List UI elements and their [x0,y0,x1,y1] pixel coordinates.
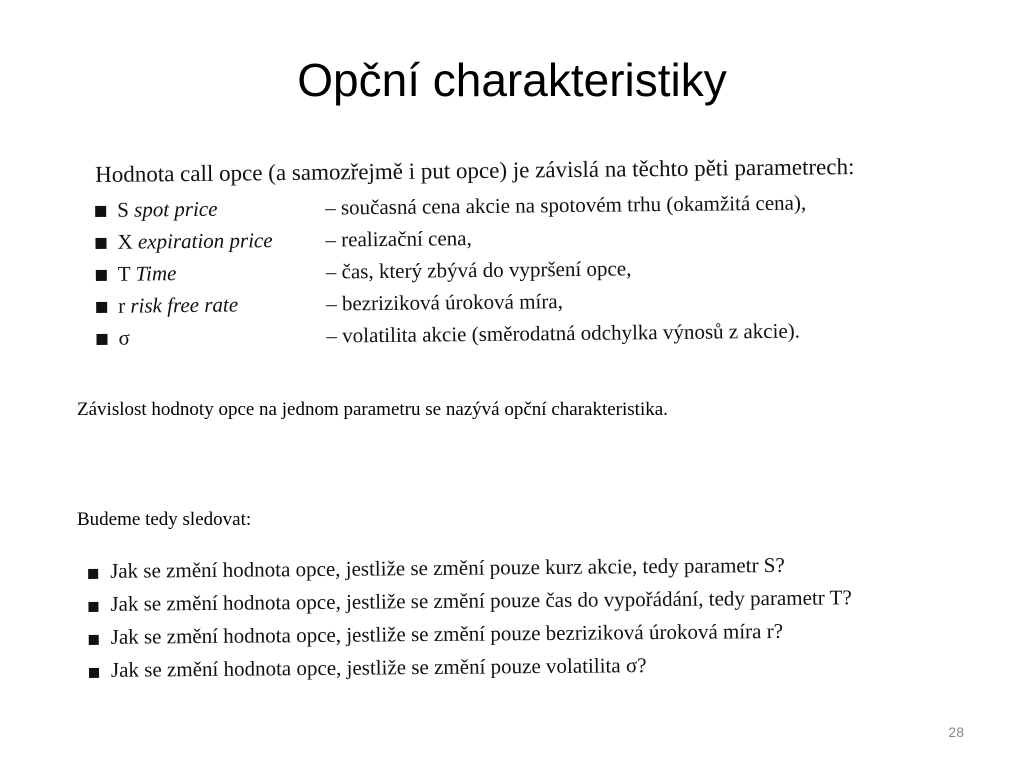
square-bullet-icon [88,602,98,612]
parameter-symbol: X [117,229,133,254]
intro-text: Hodnota call opce (a samozřejmě i put opce) je závislá na těchto pěti parametrech: [95,154,855,187]
square-bullet-icon [89,668,99,678]
question-text: Jak se změní hodnota opce, jestliže se změní pouze bezriziková úroková míra r? [110,618,784,649]
parameter-symbol: T [117,261,131,286]
definition-paragraph: Závislost hodnoty opce na jednom parametru se nazývá opční charakteristika. [77,399,668,420]
square-bullet-icon [96,334,107,345]
parameter-description: – realizační cena, [325,226,472,252]
parameter-description: – současná cena akcie na spotovém trhu (okamžitá cena), [325,190,807,220]
square-bullet-icon [88,569,98,579]
parameter-description: – bezriziková úroková míra, [326,289,564,316]
parameter-label [118,323,130,353]
parameter-list [95,187,897,355]
question-text: Jak se změní hodnota opce, jestliže se změní pouze volatilita σ? [110,653,647,682]
parameter-name: Time [135,261,177,286]
parameter-name: expiration price [137,228,273,254]
parameter-label [117,225,272,257]
page-number: 28 [948,724,964,740]
followup-paragraph: Budeme tedy sledovat: [77,509,252,530]
parameter-label [118,290,238,321]
square-bullet-icon [89,635,99,645]
parameter-symbol: S [117,197,129,222]
square-bullet-icon [96,302,107,313]
question-text: Jak se změní hodnota opce, jestliže se změní pouze kurz akcie, tedy parametr S? [110,552,785,583]
question-list [88,548,989,688]
parameter-name: risk free rate [130,292,239,318]
question-item [89,647,989,688]
parameter-description: – volatilita akcie (směrodatná odchylka výnosů z akcie). [326,318,801,348]
parameter-description: – čas, který zbývá do vypršení opce, [325,256,632,284]
parameter-label [118,258,177,289]
slide-title: Opční charakteristiky [297,54,727,106]
square-bullet-icon [96,270,107,281]
parameter-name: spot price [133,196,218,222]
parameter-label [117,194,218,225]
parameter-symbol: σ [118,325,130,350]
parameter-symbol: r [118,293,126,318]
question-text: Jak se změní hodnota opce, jestliže se změní pouze čas do vypořádání, tedy parametr T? [110,585,852,616]
square-bullet-icon [95,238,106,249]
square-bullet-icon [95,206,106,217]
